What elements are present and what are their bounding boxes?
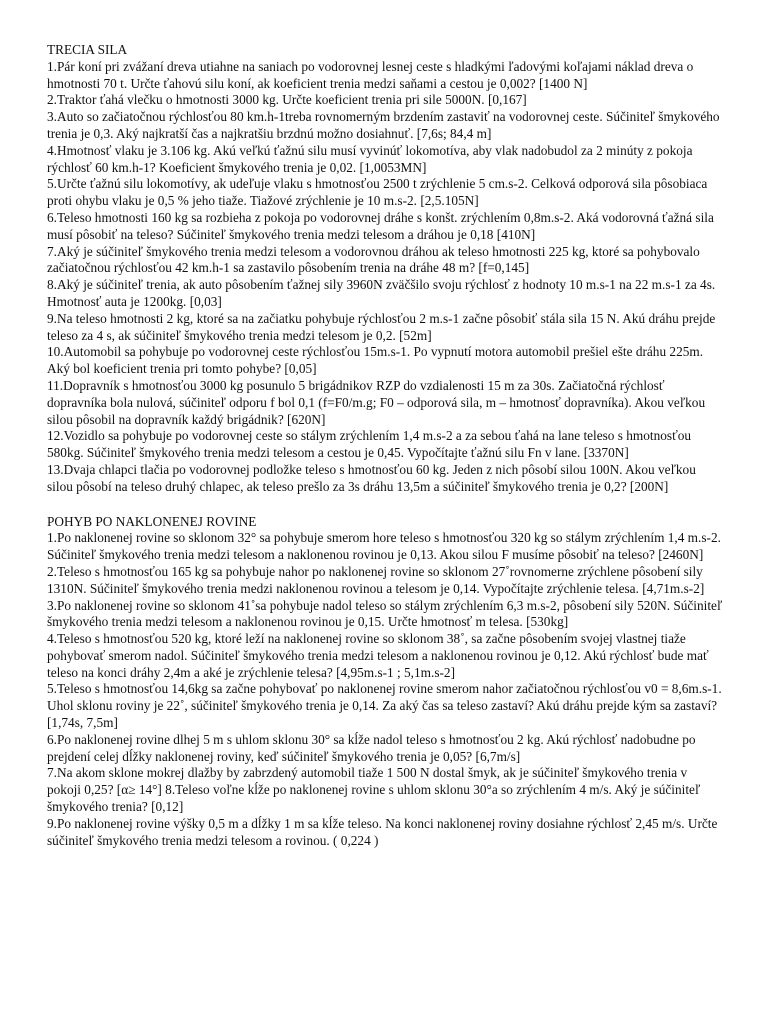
problem-friction-2: 2.Traktor ťahá vlečku o hmotnosti 3000 kg. Určte koeficient trenia pri sile 5000N. [0,167] xyxy=(47,92,527,108)
problem-friction-4: 4.Hmotnosť vlaku je 3.106 kg. Akú veľkú ťažnú silu musí vyvinúť lokomotíva, aby vlak nadobudol za 2 minúty z pokoja rýchlosť 60 km.h-1? Koeficient šmykového trenia je 0,02. [1,0053MN] xyxy=(47,142,693,175)
section-title-inclined-plane: POHYB PO NAKLONENEJ ROVINE xyxy=(47,513,257,529)
problem-incline-5: 5.Teleso s hmotnosťou 14,6kg sa začne pohybovať po naklonenej rovine smerom nahor začiatočnou rýchlosťou v0 = 8,6m.s-1. Uhol sklonu roviny je 22˚, súčiniteľ šmykového trenia je 0,14. Za aký čas sa teleso zastaví? Akú dráhu prejde kým sa zastaví? [1,74s, 7,5m] xyxy=(47,681,722,731)
problem-friction-9: 9.Na teleso hmotnosti 2 kg, ktoré sa na začiatku pohybuje rýchlosťou 2 m.s-1 začne pôsobiť stála sila 15 N. Akú dráhu prejde teleso za 4 s, ak súčiniteľ šmykového trenia medzi telesom je 0,2. [52m] xyxy=(47,310,716,343)
section-spacer xyxy=(47,496,723,514)
problem-incline-4: 4.Teleso s hmotnosťou 520 kg, ktoré leží na naklonenej rovine so sklonom 38˚, sa začne pôsobením svojej vlastnej tiaže pohybovať smerom nadol. Súčiniteľ šmykového trenia medzi telesom a naklonenou rovinou je 0,12. Akú rýchlosť bude mať teleso na konci dráhy 2,4m a aké je zrýchlenie telesa? [4,95m.s-1 ; 5,1m.s-2] xyxy=(47,631,709,680)
problem-incline-7-8: 7.Na akom sklone mokrej dlažby by zabrzdený automobil tiaže 1 500 N dostal šmyk, ak je súčiniteľ šmykového trenia v pokoji 0,25? [α≥ 14°] 8.Teleso voľne kĺže po naklonenej rovine s uhlom sklonu 30°a so zrýchlením 4 m/s. Aký je súčiniteľ šmykového trenia? [0,12] xyxy=(47,765,701,815)
problem-incline-6: 6.Po naklonenej rovine dlhej 5 m s uhlom sklonu 30° sa kĺže nadol teleso s hmotnosťou 2 kg. Akú rýchlosť nadobudne po prejdení celej dĺžky naklonenej roviny, keď súčiniteľ šmykového trenia je 0,05? [6,7m/s] xyxy=(47,731,696,764)
problem-friction-11: 11.Dopravník s hmotnosťou 3000 kg posunulo 5 brigádnikov RZP do vzdialenosti 15 m za 30s. Začiatočná rýchlosť dopravníka bola nulová, súčiniteľ odporu f bol 0,1 (f=F0/m.g; F0 – odporová sila, m – hmotnosť dopravníka). Akou veľkou silou pôsobil na dopravník každý brigádnik? [620N] xyxy=(47,377,706,427)
problem-incline-3: 3.Po naklonenej rovine so sklonom 41˚sa pohybuje nadol teleso so stálym zrýchlením 6,3 m.s-2, pôsobení sily 520N. Súčiniteľ šmykového trenia medzi telesom a naklonenou rovinou je 0,15. Určte hmotnosť m telesa. [530kg] xyxy=(47,597,723,630)
problem-friction-5: 5.Určte ťažnú silu lokomotívy, ak udeľuje vlaku s hmotnosťou 2500 t zrýchlenie 5 cm.s-2. Celková odporová sila pôsobiaca proti ohybu vlaku je 0,5 % jeho tiaže. Tiažové zrýchlenie je 10 m.s-2. [2,5.105N] xyxy=(47,176,708,209)
problem-incline-9: 9.Po naklonenej rovine výšky 0,5 m a dĺžky 1 m sa kĺže teleso. Na konci naklonenej roviny dosiahne rýchlosť 2,45 m/s. Určte súčiniteľ šmykového trenia medzi telesom a rovinou. ( 0,224 ) xyxy=(47,815,718,848)
problem-friction-13: 13.Dvaja chlapci tlačia po vodorovnej podložke teleso s hmotnosťou 60 kg. Jeden z nich pôsobí silou 100N. Akou veľkou silou pôsobí na teleso druhý chlapec, ak teleso prešlo za 3s dráhu 13,5m a súčiniteľ šmykového trenia je 0,2? [200N] xyxy=(47,461,696,494)
problem-friction-10: 10.Automobil sa pohybuje po vodorovnej ceste rýchlosťou 15m.s-1. Po vypnutí motora automobil prešiel ešte dráhu 225m. Aký bol koeficient trenia pri tomto pohybe? [0,05] xyxy=(47,344,704,377)
problem-friction-7: 7.Aký je súčiniteľ šmykového trenia medzi telesom a vodorovnou dráhou ak teleso hmotnosti 225 kg, ktoré sa pohybovalo začiatočnou rýchlosťou 42 km.h-1 sa zastavilo pôsobením trenia na dráhe 48 m? [f=0,145] xyxy=(47,243,700,276)
problem-friction-1: 1.Pár koní pri zvážaní dreva utiahne na saniach po vodorovnej lesnej ceste s hladkými ľadovými koľajami náklad dreva o hmotnosti 70 t. Určte ťahovú silu koní, ak koeficient trenia medzi saňami a cestou je 0,002? [1400 N] xyxy=(47,58,694,91)
problem-friction-3: 3.Auto so začiatočnou rýchlosťou 80 km.h-1treba rovnomerným brzdením zastaviť na vodorovnej ceste. Súčiniteľ šmykového trenia je 0,3. Aký najkratší čas a najkratšiu brzdnú možno dosiahnuť. [7,6s; 84,4 m] xyxy=(47,109,720,141)
problem-friction-12: 12.Vozidlo sa pohybuje po vodorovnej ceste so stálym zrýchlením 1,4 m.s-2 a za sebou ťahá na lane teleso s hmotnosťou 580kg. Súčiniteľ šmykového trenia medzi telesom a cestou je 0,45. Vypočítajte ťažnú silu Fn v lane. [3370N] xyxy=(47,428,692,461)
problem-friction-8: 8.Aký je súčiniteľ trenia, ak auto pôsobením ťažnej sily 3960N zväčšilo svoju rýchlosť z hodnoty 10 m.s-1 na 22 m.s-1 za 4s. Hmotnosť auta je 1200kg. [0,03] xyxy=(47,277,716,309)
problem-friction-6: 6.Teleso hmotnosti 160 kg sa rozbieha z pokoja po vodorovnej dráhe s konšt. zrýchlením 0,8m.s-2. Aká vodorovná ťažná sila musí pôsobiť na teleso? Súčiniteľ šmykového trenia medzi telesom a dráhou je 0,18 [410N] xyxy=(47,209,714,242)
problem-incline-1: 1.Po naklonenej rovine so sklonom 32° sa pohybuje smerom hore teleso s hmotnosťou 320 kg so stálym zrýchlením 1,4 m.s-2. Súčiniteľ šmykového trenia medzi telesom a naklonenou rovinou je 0,13. Akou silou F musíme pôsobiť na teleso? [2460N] xyxy=(47,530,721,563)
problem-incline-2: 2.Teleso s hmotnosťou 165 kg sa pohybuje nahor po naklonenej rovine so sklonom 27˚rovnomerne zrýchlene pôsobení sily 1310N. Súčiniteľ šmykového trenia medzi naklonenou rovinou a telesom je 0,14. Vypočítajte zrýchlenie telesa. [4,71m.s-2] xyxy=(47,563,705,596)
section-title-friction: TRECIA SILA xyxy=(47,42,128,57)
document-page xyxy=(47,42,723,849)
